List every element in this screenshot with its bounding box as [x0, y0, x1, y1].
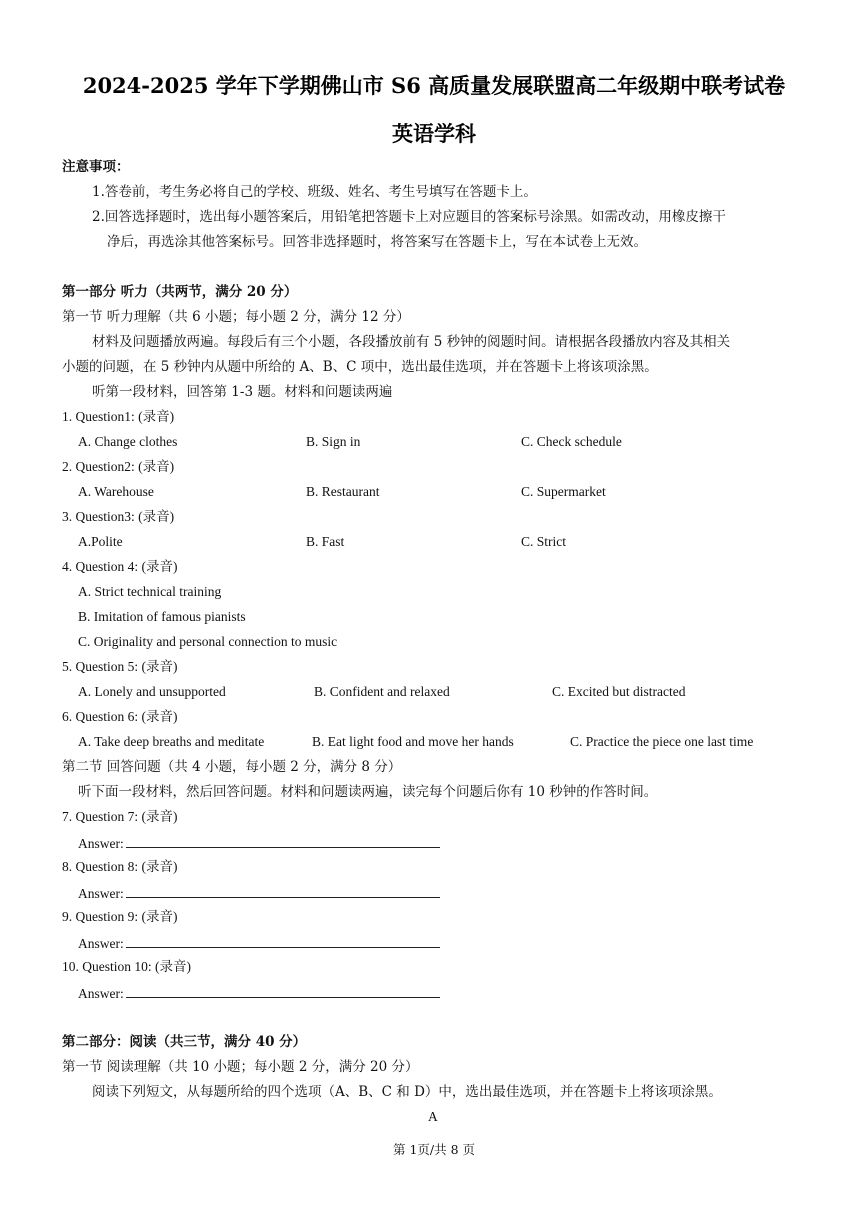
- question-6: 6. Question 6: (录音): [62, 709, 178, 724]
- question-7-answer: [78, 833, 440, 853]
- question-5-option-c: C. Excited but distracted: [552, 684, 686, 699]
- question-8: 8. Question 8: (录音): [62, 859, 178, 874]
- notice-item-1: 1.答卷前，考生务必将自己的学校、班级、姓名、考生号填写在答题卡上。: [92, 184, 537, 200]
- part1-section2-heading: 第二节 回答问题（共 4 小题，每小题 2 分，满分 8 分）: [62, 759, 402, 775]
- passage-label: A: [428, 1109, 438, 1124]
- question-8-answer: [78, 883, 440, 903]
- question-1: 1. Question1: (录音): [62, 409, 175, 424]
- question-7: 7. Question 7: (录音): [62, 809, 178, 824]
- question-9-answer: [78, 933, 440, 953]
- question-6-option-a: A. Take deep breaths and meditate: [78, 734, 265, 749]
- page-number: 第 1页/共 8 页: [392, 1142, 476, 1157]
- question-3: 3. Question3: (录音): [62, 509, 175, 524]
- question-2-option-c: C. Supermarket: [521, 484, 606, 499]
- question-1-option-c: C. Check schedule: [521, 434, 622, 449]
- part1-section2-instructions: 听下面一段材料，然后回答问题。材料和问题读两遍，读完每个问题后你有 10 秒钟的作答时间。: [78, 784, 658, 800]
- answer-label: Answer:: [78, 836, 124, 851]
- part1-heading: 第一部分 听力（共两节，满分 20 分）: [62, 284, 298, 300]
- answer-label: Answer:: [78, 936, 124, 951]
- answer-blank-7[interactable]: [126, 833, 440, 848]
- question-2-option-a: A. Warehouse: [78, 484, 154, 499]
- question-4-option-c: C. Originality and personal connection to music: [78, 634, 338, 649]
- part2-heading: 第二部分：阅读（共三节，满分 40 分）: [62, 1034, 307, 1050]
- question-10-answer: [78, 983, 440, 1003]
- answer-blank-9[interactable]: [126, 933, 440, 948]
- notice-heading: 注意事项：: [62, 159, 130, 175]
- question-10: 10. Question 10: (录音): [62, 959, 191, 974]
- part2-instructions: 阅读下列短文，从每题所给的四个选项（A、B、C 和 D）中，选出最佳选项，并在答题卡上将该项涂黑。: [92, 1084, 722, 1100]
- question-9: 9. Question 9: (录音): [62, 909, 178, 924]
- question-5-option-b: B. Confident and relaxed: [314, 684, 450, 699]
- notice-item-2-cont: 净后，再选涂其他答案标号。回答非选择题时，将答案写在答题卡上，写在本试卷上无效。: [107, 234, 647, 250]
- question-4: 4. Question 4: (录音): [62, 559, 178, 574]
- question-3-option-c: C. Strict: [521, 534, 567, 549]
- part1-instructions: 材料及问题播放两遍。每段后有三个小题，各段播放前有 5 秒钟的阅题时间。请根据各段播放内容及其相关: [92, 334, 731, 350]
- question-1-option-b: B. Sign in: [306, 434, 361, 449]
- part2-section1-heading: 第一节 阅读理解（共 10 小题；每小题 2 分，满分 20 分）: [62, 1059, 419, 1075]
- answer-blank-10[interactable]: [126, 983, 440, 998]
- answer-label: Answer:: [78, 986, 124, 1001]
- part1-section1-heading: 第一节 听力理解（共 6 小题；每小题 2 分，满分 12 分）: [62, 309, 410, 325]
- answer-blank-8[interactable]: [126, 883, 440, 898]
- part1-instructions-cont: 小题的问题，在 5 秒钟内从题中所给的 A、B、C 项中，选出最佳选项，并在答题卡上将该项涂黑。: [62, 359, 658, 375]
- subject-title: 英语学科: [392, 121, 476, 146]
- question-5-option-a: A. Lonely and unsupported: [78, 684, 226, 699]
- question-3-option-b: B. Fast: [306, 534, 345, 549]
- notice-item-2: 2.回答选择题时，选出每小题答案后，用铅笔把答题卡上对应题目的答案标号涂黑。如需改动，用橡皮擦干: [92, 209, 726, 225]
- question-6-option-c: C. Practice the piece one last time: [570, 734, 754, 749]
- part1-passage1-instruction: 听第一段材料，回答第 1-3 题。材料和问题读两遍: [92, 384, 393, 400]
- question-3-option-a: A.Polite: [78, 534, 123, 549]
- answer-label: Answer:: [78, 886, 124, 901]
- question-2-option-b: B. Restaurant: [306, 484, 380, 499]
- question-6-option-b: B. Eat light food and move her hands: [312, 734, 514, 749]
- question-2: 2. Question2: (录音): [62, 459, 175, 474]
- question-4-option-a: A. Strict technical training: [78, 584, 222, 599]
- exam-title: 2024-2025 学年下学期佛山市 S6 高质量发展联盟高二年级期中联考试卷: [82, 73, 786, 98]
- question-4-option-b: B. Imitation of famous pianists: [78, 609, 246, 624]
- question-5: 5. Question 5: (录音): [62, 659, 178, 674]
- question-1-option-a: A. Change clothes: [78, 434, 178, 449]
